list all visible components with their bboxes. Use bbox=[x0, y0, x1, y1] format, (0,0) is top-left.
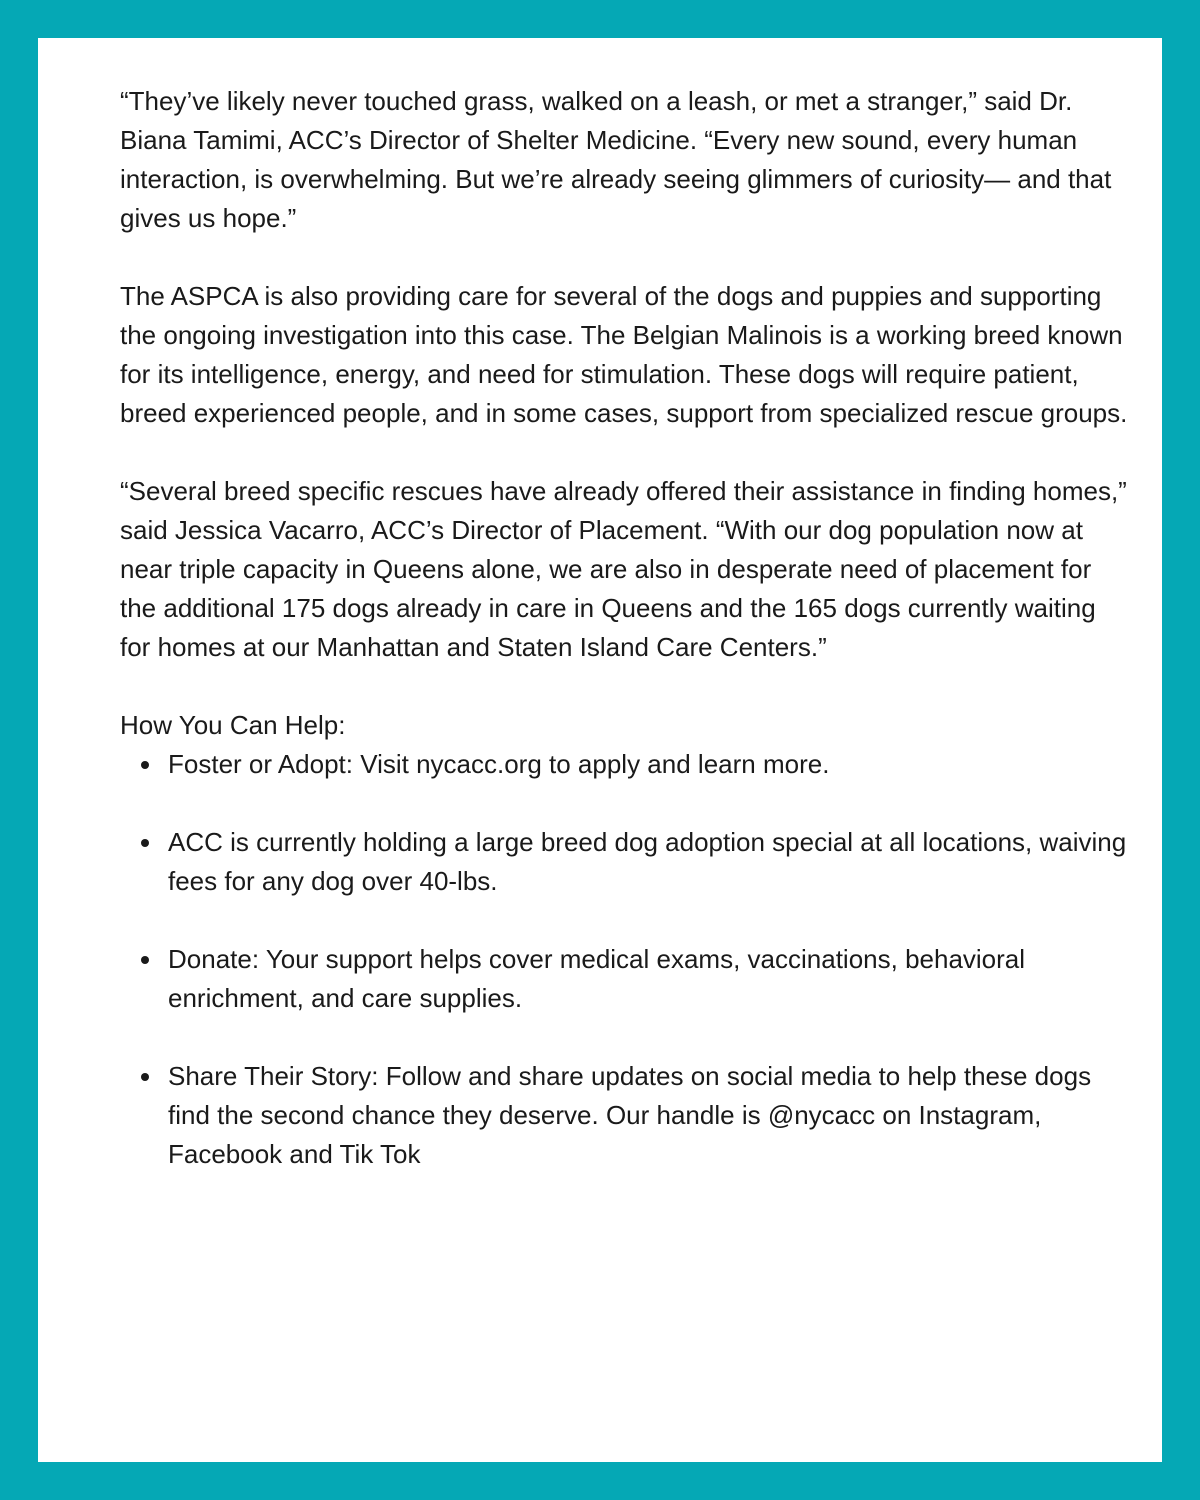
paragraph-quote-vacarro: “Several breed specific rescues have already offered their assistance in finding homes,” said Jessica Vacarro, ACC’s Director of Placement. “With our dog population now at near triple capacity in Queens alone, we are also in desperate need of placement for the additional 175 dogs already in care in Queens and the 165 dogs currently waiting for homes at our Manhattan and Staten Island Care Centers.” bbox=[120, 476, 1127, 662]
document-body bbox=[120, 82, 1130, 1213]
list-item-text: Foster or Adopt: Visit nycacc.org to apply and learn more. bbox=[168, 749, 830, 779]
bullet-icon bbox=[141, 761, 149, 769]
list-item bbox=[168, 745, 1130, 784]
list-item-text: Share Their Story: Follow and share updates on social media to help these dogs find the second chance they deserve. Our handle is @nycacc on Instagram, Facebook and Tik Tok bbox=[168, 1061, 1092, 1169]
help-list bbox=[120, 745, 1130, 1174]
bullet-icon bbox=[141, 839, 149, 847]
list-item bbox=[168, 1057, 1130, 1174]
bullet-icon bbox=[141, 1073, 149, 1081]
list-item bbox=[168, 823, 1130, 901]
list-item-text: ACC is currently holding a large breed dog adoption special at all locations, waiving fees for any dog over 40-lbs. bbox=[168, 827, 1127, 896]
document-card bbox=[38, 38, 1162, 1462]
list-item-text: Donate: Your support helps cover medical exams, vaccinations, behavioral enrichment, and care supplies. bbox=[168, 944, 1026, 1013]
help-heading: How You Can Help: bbox=[120, 710, 346, 740]
paragraph-aspca: The ASPCA is also providing care for several of the dogs and puppies and supporting the ongoing investigation into this case. The Belgian Malinois is a working breed known for its intelligence, energy, and need for stimulation. These dogs will require patient, breed experienced people, and in some cases, support from specialized rescue groups. bbox=[120, 281, 1128, 428]
bullet-icon bbox=[141, 956, 149, 964]
list-item bbox=[168, 940, 1130, 1018]
paragraph-quote-tamimi: “They’ve likely never touched grass, walked on a leash, or met a stranger,” said Dr. Biana Tamimi, ACC’s Director of Shelter Medicine. “Every new sound, every human interaction, is overwhelming. But we’re already seeing glimmers of curiosity— and that gives us hope.” bbox=[120, 86, 1112, 233]
